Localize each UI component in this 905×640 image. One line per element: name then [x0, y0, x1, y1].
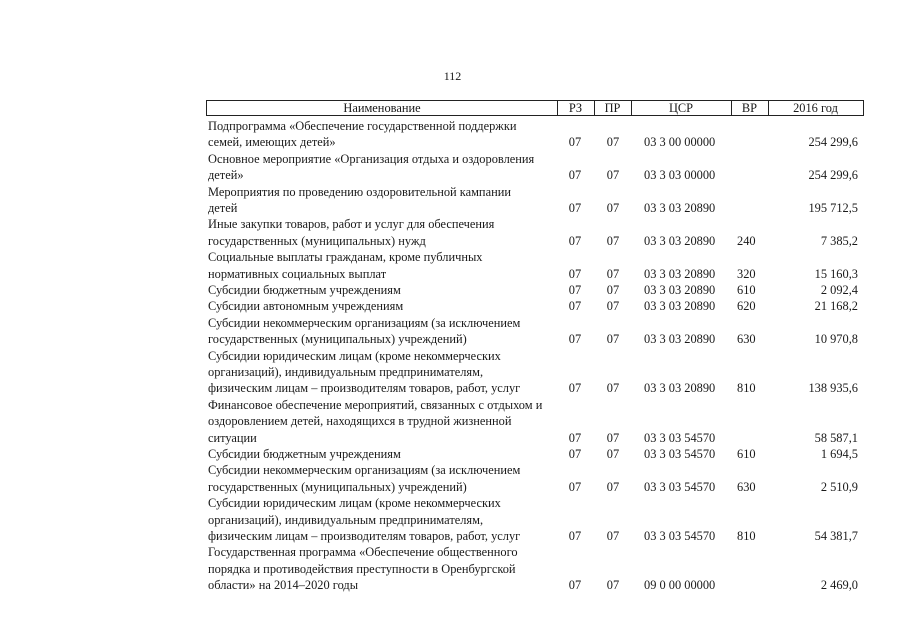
row-sum: 138 935,6	[808, 381, 858, 396]
row-vr: 620	[737, 299, 756, 314]
row-name: Субсидии бюджетным учреждениям	[208, 282, 401, 297]
table-row	[0, 249, 905, 282]
row-pr: 07	[606, 266, 620, 281]
header-csr: ЦСР	[631, 101, 732, 115]
row-sum: 21 168,2	[814, 299, 858, 314]
row-sum: 2 469,0	[820, 578, 858, 593]
row-pr: 07	[606, 430, 620, 445]
page-number: 112	[443, 69, 462, 83]
row-pr: 07	[606, 578, 620, 593]
table-row	[0, 151, 905, 184]
row-pr: 07	[606, 233, 620, 248]
row-vr: 610	[737, 446, 756, 461]
row-vr: 610	[737, 282, 756, 297]
row-rz: 07	[568, 135, 582, 150]
row-csr: 03 3 03 00000	[644, 168, 716, 183]
row-name: Подпрограмма «Обеспечение государственной поддержки семей, имеющих детей»	[208, 119, 517, 150]
row-csr: 03 3 03 54570	[644, 446, 716, 461]
row-csr: 03 3 03 20890	[644, 282, 716, 297]
table-body	[0, 118, 905, 594]
row-sum: 195 712,5	[808, 200, 858, 215]
row-name: Субсидии юридическим лицам (кроме некоммерческих организаций), индивидуальным предпринимателям, физическим лицам – производителям товаров, работ, услуг	[208, 496, 521, 543]
row-csr: 03 3 03 54570	[644, 430, 716, 445]
header-year: 2016 год	[793, 101, 838, 115]
row-pr: 07	[606, 282, 620, 297]
row-csr: 03 3 03 20890	[644, 381, 716, 396]
row-csr: 03 3 03 20890	[644, 233, 716, 248]
table-row	[0, 184, 905, 217]
row-rz: 07	[568, 282, 582, 297]
table-row	[0, 118, 905, 151]
header-rz: РЗ	[557, 101, 595, 115]
row-rz: 07	[568, 528, 582, 543]
header-vr: ВР	[731, 101, 769, 115]
row-rz: 07	[568, 233, 582, 248]
row-pr: 07	[606, 381, 620, 396]
row-csr: 03 3 03 20890	[644, 332, 716, 347]
row-name: Основное мероприятие «Организация отдыха и оздоровления детей»	[208, 151, 535, 183]
header-pr: ПР	[594, 101, 632, 115]
row-name: Мероприятия по проведению оздоровительной кампании детей	[208, 184, 511, 215]
row-vr: 810	[737, 528, 756, 543]
row-rz: 07	[568, 430, 582, 445]
row-pr: 07	[606, 200, 620, 215]
row-rz: 07	[568, 200, 582, 215]
row-sum: 7 385,2	[820, 233, 858, 248]
row-name: Субсидии некоммерческим организациям (за исключением государственных (муниципальных) учреждений)	[208, 315, 521, 347]
row-pr: 07	[606, 446, 620, 461]
row-rz: 07	[568, 266, 582, 281]
table-row	[0, 495, 905, 544]
table-row	[0, 446, 905, 462]
row-sum: 254 299,6	[808, 168, 858, 183]
row-name: Субсидии некоммерческим организациям (за исключением государственных (муниципальных) учреждений)	[208, 463, 521, 494]
row-csr: 03 3 03 54570	[644, 479, 716, 494]
row-vr: 630	[737, 332, 756, 347]
row-pr: 07	[606, 528, 620, 543]
table-row	[0, 216, 905, 249]
row-name: Субсидии бюджетным учреждениям	[208, 446, 401, 461]
row-rz: 07	[568, 381, 582, 396]
row-rz: 07	[568, 578, 582, 593]
row-sum: 254 299,6	[808, 135, 858, 150]
table-row	[0, 462, 905, 495]
table-row	[0, 315, 905, 348]
table-row	[0, 282, 905, 298]
row-csr: 03 3 03 20890	[644, 299, 716, 314]
row-sum: 58 587,1	[814, 430, 858, 445]
table-row	[0, 397, 905, 446]
row-sum: 10 970,8	[814, 332, 858, 347]
row-rz: 07	[568, 168, 582, 183]
row-sum: 2 510,9	[820, 479, 858, 494]
table-row	[0, 544, 905, 593]
row-sum: 1 694,5	[820, 446, 858, 461]
row-name: Субсидии автономным учреждениям	[208, 299, 404, 314]
row-name: Иные закупки товаров, работ и услуг для обеспечения государственных (муниципальных) нужд	[208, 217, 495, 248]
row-vr: 320	[737, 266, 756, 281]
row-sum: 54 381,7	[814, 528, 858, 543]
row-name: Государственная программа «Обеспечение общественного порядка и противодействия преступности в Оренбургской области» на 2014–2020 годы	[208, 545, 518, 593]
row-rz: 07	[568, 479, 582, 494]
table-row	[0, 298, 905, 314]
row-pr: 07	[606, 135, 620, 150]
row-csr: 03 3 03 20890	[644, 200, 716, 215]
row-pr: 07	[606, 479, 620, 494]
row-vr: 630	[737, 479, 756, 494]
row-name: Субсидии юридическим лицам (кроме некоммерческих организаций), индивидуальным предпринимателям, физическим лицам – производителям товаров, работ, услуг	[208, 348, 521, 396]
row-pr: 07	[606, 168, 620, 183]
table-header	[206, 100, 864, 116]
row-csr: 03 3 00 00000	[644, 135, 716, 150]
row-name: Социальные выплаты гражданам, кроме публичных нормативных социальных выплат	[208, 250, 483, 281]
row-name: Финансовое обеспечение мероприятий, связанных с отдыхом и оздоровлением детей, находящихся в трудной жизненной ситуации	[208, 397, 543, 445]
row-csr: 09 0 00 00000	[644, 578, 716, 593]
header-name: Наименование	[207, 101, 558, 115]
row-pr: 07	[606, 332, 620, 347]
row-vr: 240	[737, 233, 756, 248]
row-sum: 2 092,4	[820, 282, 858, 297]
row-csr: 03 3 03 20890	[644, 266, 716, 281]
row-vr: 810	[737, 381, 756, 396]
row-rz: 07	[568, 446, 582, 461]
table-row	[0, 348, 905, 397]
row-rz: 07	[568, 299, 582, 314]
row-pr: 07	[606, 299, 620, 314]
row-sum: 15 160,3	[814, 266, 858, 281]
row-rz: 07	[568, 332, 582, 347]
row-csr: 03 3 03 54570	[644, 528, 716, 543]
